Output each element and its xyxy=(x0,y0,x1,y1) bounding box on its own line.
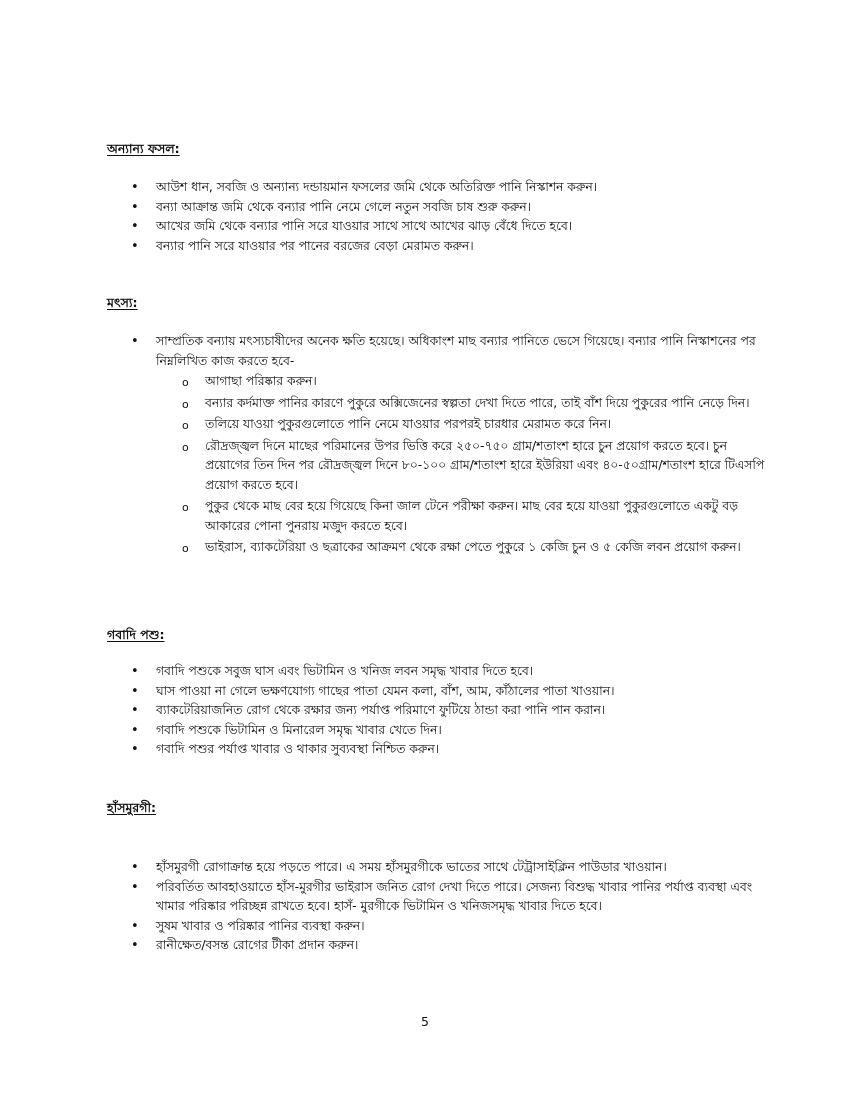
list-item: • আখের জমি থেকে বন্যার পানি সরে যাওয়ার সাথে সাথে আখের ঝাড় বেঁধে দিতে হবে। xyxy=(131,217,771,237)
sub-list-item: o পুকুর থেকে মাছ বের হয়ে গিয়েছে কিনা জাল টেনে পরীক্ষা করুন। মাছ বের হয়ে যাওয়া পুকুরগুলোতে একটু বড় আকারের পোনা পুনরায় মজুদ করতে হবে। xyxy=(182,497,771,536)
list-item: • গবাদি পশুর পর্যাপ্ত খাবার ও থাকার সুব্যবস্থা নিশ্চিত করুন। xyxy=(131,740,771,760)
sub-list-item: o বন্যার কর্দমাক্ত পানির কারণে পুকুরে অক্সিজেনের স্বল্পতা দেখা দিতে পারে, তাই বাঁশ দিয়ে পুকুরের পানি নেড়ে দিন। xyxy=(182,394,771,414)
list-item: • গবাদি পশুকে ভিটামিন ও মিনারেল সমৃদ্ধ খাবার খেতে দিন। xyxy=(131,721,771,741)
heading-livestock: গবাদি পশু: xyxy=(107,627,165,642)
other-crops-list xyxy=(131,178,771,256)
sub-list-item: o তলিয়ে যাওয়া পুকুরগুলোতে পানি নেমে যাওয়ার পরপরই চারধার মেরামত করে নিন। xyxy=(182,415,771,435)
list-item xyxy=(131,332,771,558)
list-item: • বন্যা আক্রান্ত জমি থেকে বন্যার পানি নেমে গেলে নতুন সবজি চাষ শুরু করুন। xyxy=(131,198,771,218)
sub-list-item: o ভাইরাস, ব্যাকটেরিয়া ও ছত্রাকের আক্রমণ থেকে রক্ষা পেতে পুকুরে ১ কেজি চুন ও ৫ কেজি লবন প্রয়োগ করুন। xyxy=(182,538,771,558)
list-item: • ঘাস পাওয়া না গেলে ভক্ষণযোগ্য গাছের পাতা যেমন কলা, বাঁশ, আম, কাঁঠালের পাতা খাওয়ান। xyxy=(131,682,771,702)
list-item: • বন্যার পানি সরে যাওয়ার পর পানের বরজের বেড়া মেরামত করুন। xyxy=(131,237,771,257)
sub-list-item: o আগাছা পরিষ্কার করুন। xyxy=(182,372,771,392)
list-item: • আউশ ধান, সবজি ও অন্যান্য দন্ডায়মান ফসলের জমি থেকে অতিরিক্ত পানি নিস্কাশন করুন। xyxy=(131,178,771,198)
list-item: • গবাদি পশুকে সবুজ ঘাস এবং ভিটামিন ও খনিজ লবন সমৃদ্ধ খাবার দিতে হবে। xyxy=(131,662,771,682)
list-item: • ব্যাকটেরিয়াজনিত রোগ থেকে রক্ষার জন্য পর্যাপ্ত পরিমাণে ফুটিয়ে ঠান্ডা করা পানি পান করান। xyxy=(131,701,771,721)
list-item: • পরিবর্তিত আবহাওয়াতে হাঁস-মুরগীর ভাইরাস জনিত রোগ দেখা দিতে পারে। সেজন্য বিশুদ্ধ খাবার পানির পর্যাপ্ত ব্যবস্থা এবং খামার পরিষ্কার পরিচ্ছন্ন রাখতে হবে। হাসঁ- মুরগীকে ভিটামিন ও খনিজসমৃদ্ধ খাবার দিতে হবে। xyxy=(131,878,771,917)
heading-poultry: হাঁসমুরগী: xyxy=(107,800,157,815)
page-number: 5 xyxy=(421,1014,429,1029)
list-item-text: সাম্প্রতিক বন্যায় মৎস্যচাষীদের অনেক ক্ষতি হয়েছে। অধিকাংশ মাছ বন্যার পানিতে ভেসে গিয়েছে। বন্যার পানি নিস্কাশনের পর নিম্নলিখিত কাজ করতে হবে- xyxy=(156,334,756,368)
heading-other-crops: অন্যান্য ফসল: xyxy=(107,141,180,156)
fisheries-sublist xyxy=(156,372,771,558)
list-item: • রানীক্ষেত/বসন্ত রোগের টীকা প্রদান করুন। xyxy=(131,936,771,956)
fisheries-list xyxy=(131,332,771,560)
sub-list-item: o রৌদ্রজ্জ্বল দিনে মাছের পরিমানের উপর ভিত্তি করে ২৫০-৭৫০ গ্রাম/শতাংশ হারে চুন প্রয়োগ করতে হবে। চুন প্রয়োগের তিন দিন পর রৌদ্রজ্জ্বল দিনে ৮০-১০০ গ্রাম/শতাংশ হারে ইউরিয়া এবং ৪০-৫০গ্রাম/শতাংশ হারে টিএসপি প্রয়োগ করতে হবে। xyxy=(182,437,771,496)
livestock-list xyxy=(131,662,771,760)
list-item: • হাঁসমুরগী রোগাক্রান্ত হয়ে পড়তে পারে। এ সময় হাঁসমুরগীকে ভাতের সাথে টেট্রাসাইক্লিন পাউডার খাওয়ান। xyxy=(131,858,771,878)
list-item: • সুষম খাবার ও পরিষ্কার পানির ব্যবস্থা করুন। xyxy=(131,917,771,937)
heading-fisheries: মৎস্য: xyxy=(107,295,138,310)
poultry-list xyxy=(131,858,771,956)
